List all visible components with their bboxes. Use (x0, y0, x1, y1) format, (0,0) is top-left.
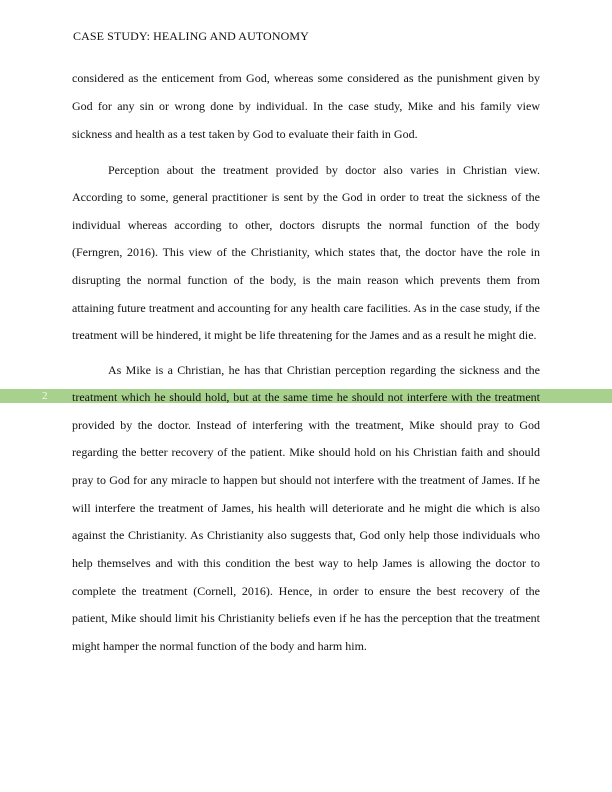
body-line: considered as the enticement from God, whereas some considered as the punishment given by (72, 71, 540, 85)
body-line: attaining future treatment and accounting for any health care facilities. As in the case study, if the (72, 301, 540, 315)
body-line: God for any sin or wrong done by individual. In the case study, Mike and his family view (72, 99, 540, 113)
body-line: regarding the better recovery of the patient. Mike should hold on his Christian faith and should (72, 445, 540, 459)
body-line: will interfere the treatment of James, his health will deteriorate and he might die which is also (72, 501, 540, 515)
body-line: disrupting the normal function of the body, is the main reason which prevents them from (72, 273, 540, 287)
body-line: According to some, general practitioner is sent by the God in order to treat the sickness of the (72, 190, 540, 204)
body-line: treatment will be hindered, it might be life threatening for the James and as a result he might die. (72, 328, 537, 342)
body-line: patient, Mike should limit his Christianity beliefs even if he has the perception that the treatment (72, 611, 540, 625)
body-line: sickness and health as a test taken by God to evaluate their faith in God. (72, 127, 418, 141)
body-line: treatment which he should hold, but at the same time he should not interfere with the treatment (72, 390, 540, 404)
page-number: 2 (42, 390, 48, 402)
body-line: help themselves and with this condition the best way to help James is allowing the doctor to (72, 556, 540, 570)
body-line: complete the treatment (Cornell, 2016). Hence, in order to ensure the best recovery of the (72, 584, 540, 598)
body-line: Perception about the treatment provided by doctor also varies in Christian view. (108, 163, 540, 177)
body-line: provided by the doctor. Instead of interfering with the treatment, Mike should pray to God (72, 418, 540, 432)
body-line: against the Christianity. As Christianity also suggests that, God only help those individuals who (72, 528, 540, 542)
running-head: CASE STUDY: HEALING AND AUTONOMY (73, 29, 309, 43)
body-line: might hamper the normal function of the body and harm him. (72, 639, 367, 653)
body-line: As Mike is a Christian, he has that Christian perception regarding the sickness and the (108, 363, 540, 377)
body-line: pray to God for any miracle to happen but should not interfere with the treatment of James. If he (72, 473, 540, 487)
body-line: individual whereas according to other, doctors disrupts the normal function of the body (72, 218, 540, 232)
body-line: (Ferngren, 2016). This view of the Christianity, which states that, the doctor have the role in (72, 245, 540, 259)
